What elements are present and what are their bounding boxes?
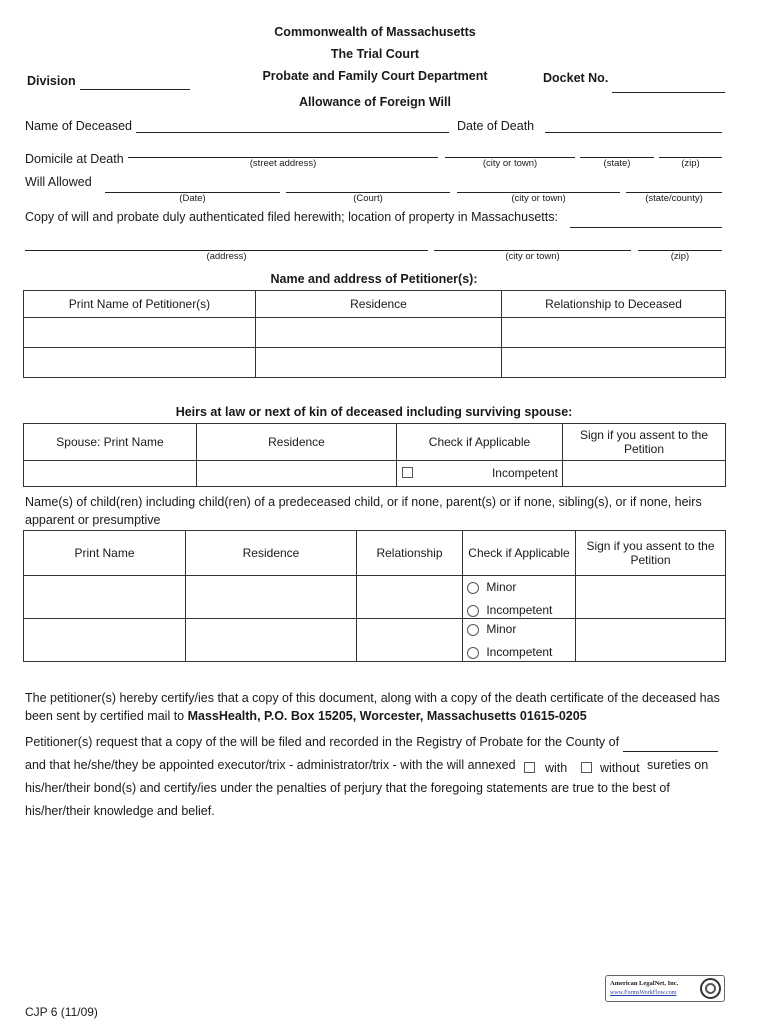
- child1-incompetent-radio[interactable]: [467, 605, 479, 617]
- will-court-caption: (Court): [353, 193, 383, 204]
- col-petitioner-relationship: Relationship to Deceased: [502, 291, 726, 318]
- spouse-incompetent-label: Incompetent: [491, 466, 558, 480]
- without-label: without: [600, 761, 640, 775]
- seal-icon: [700, 978, 721, 999]
- form-code: CJP 6 (11/09): [25, 1005, 98, 1019]
- certification-text: The petitioner(s) hereby certify/ies that a copy of this document, along with a copy of the death certificate of the deceased has been sent by certified mail to: [25, 691, 720, 723]
- deceased-name-label: Name of Deceased: [25, 119, 133, 133]
- col-child-relationship: Relationship: [357, 531, 463, 576]
- with-checkbox[interactable]: [524, 762, 535, 773]
- petitioner-name-cell[interactable]: [24, 348, 256, 378]
- spouse-check-cell: [397, 461, 563, 487]
- request-line-2: and that he/she/they be appointed executor/trix - administrator/trix - with the will annexed: [25, 758, 516, 772]
- property-label: Copy of will and probate duly authenticated filed herewith; location of property in Massachusetts:: [25, 210, 558, 224]
- child-relationship-cell[interactable]: [357, 576, 463, 619]
- property-zip-caption: (zip): [670, 251, 690, 262]
- county-field[interactable]: [623, 751, 718, 752]
- table-row: [24, 619, 726, 662]
- court-subtitle: The Trial Court: [330, 47, 420, 61]
- child1-incompetent-option: [467, 603, 552, 617]
- property-city-caption: (city or town): [505, 251, 560, 262]
- request-line-1: Petitioner(s) request that a copy of the will be filed and recorded in the Registry of Probate for the County of: [25, 735, 620, 749]
- petitioners-table: [23, 290, 726, 378]
- will-city-caption: (city or town): [511, 193, 566, 204]
- certification-paragraph: [25, 689, 730, 725]
- petitioner-relationship-cell[interactable]: [502, 348, 726, 378]
- child1-minor-label: Minor: [486, 580, 517, 594]
- petitioner-name-cell[interactable]: [24, 318, 256, 348]
- request-line-3: his/her/their bond(s) and certify/ies under the penalties of perjury that the foregoing statements are true to the best of: [25, 781, 670, 795]
- table-row: [24, 576, 726, 619]
- petitioner-relationship-cell[interactable]: [502, 318, 726, 348]
- masshealth-address: MassHealth, P.O. Box 15205, Worcester, Massachusetts 01615-0205: [187, 709, 587, 723]
- spouse-residence-cell[interactable]: [197, 461, 397, 487]
- child2-minor-radio[interactable]: [467, 624, 479, 636]
- with-label: with: [545, 761, 568, 775]
- division-label: Division: [27, 74, 76, 88]
- request-line-4: his/her/their knowledge and belief.: [25, 804, 215, 818]
- petitioner-residence-cell[interactable]: [256, 318, 502, 348]
- child-sign-cell[interactable]: [576, 619, 726, 662]
- date-of-death-field[interactable]: [545, 132, 722, 133]
- will-allowed-label: Will Allowed: [25, 175, 92, 189]
- petitioners-heading: Name and address of Petitioner(s):: [270, 272, 478, 286]
- domicile-label: Domicile at Death: [25, 152, 124, 166]
- child-residence-cell[interactable]: [186, 576, 357, 619]
- court-name: Commonwealth of Massachusetts: [274, 25, 476, 39]
- logo-company: American LegalNet, Inc.: [610, 980, 679, 987]
- child1-minor-option: [467, 580, 516, 594]
- state-caption: (state): [603, 158, 631, 169]
- form-title: Allowance of Foreign Will: [299, 95, 451, 109]
- col-spouse-check: Check if Applicable: [397, 424, 563, 461]
- petitioner-residence-cell[interactable]: [256, 348, 502, 378]
- child1-minor-radio[interactable]: [467, 582, 479, 594]
- heirs-heading: Heirs at law or next of kin of deceased including surviving spouse:: [175, 405, 573, 419]
- col-child-residence: Residence: [186, 531, 357, 576]
- child-relationship-cell[interactable]: [357, 619, 463, 662]
- child2-incompetent-option: [467, 645, 552, 659]
- children-table: [23, 530, 726, 662]
- col-child-check: Check if Applicable: [463, 531, 576, 576]
- without-checkbox[interactable]: [581, 762, 592, 773]
- deceased-name-field[interactable]: [136, 132, 449, 133]
- logo-url[interactable]: www.FormsWorkFlow.com: [610, 990, 677, 996]
- col-child-sign: Sign if you assent to the Petition: [576, 531, 726, 576]
- child-name-cell[interactable]: [24, 576, 186, 619]
- docket-label: Docket No.: [543, 71, 609, 85]
- child2-minor-label: Minor: [486, 622, 517, 636]
- col-spouse-sign: Sign if you assent to the Petition: [563, 424, 726, 461]
- zip-caption: (zip): [681, 158, 700, 169]
- city-caption: (city or town): [482, 158, 538, 169]
- spouse-table: [23, 423, 726, 487]
- docket-field[interactable]: [612, 92, 725, 93]
- children-description: Name(s) of child(ren) including child(ren) of a predeceased child, or if none, parent(s) or if none, sibling(s), or if none, heirs apparent or presumptive: [25, 495, 702, 527]
- street-caption: (street address): [249, 158, 317, 169]
- court-department: Probate and Family Court Department: [262, 69, 488, 83]
- child-residence-cell[interactable]: [186, 619, 357, 662]
- date-of-death-label: Date of Death: [457, 119, 535, 133]
- col-child-name: Print Name: [24, 531, 186, 576]
- child-name-cell[interactable]: [24, 619, 186, 662]
- table-row: [24, 461, 726, 487]
- child2-incompetent-label: Incompetent: [486, 645, 553, 659]
- spouse-name-cell[interactable]: [24, 461, 197, 487]
- child2-minor-option: [467, 622, 516, 636]
- spouse-incompetent-checkbox[interactable]: [402, 467, 413, 478]
- property-field[interactable]: [570, 227, 722, 228]
- address-caption: (address): [206, 251, 247, 262]
- col-petitioner-residence: Residence: [256, 291, 502, 318]
- spouse-sign-cell[interactable]: [563, 461, 726, 487]
- division-field[interactable]: [80, 89, 190, 90]
- will-state-county-caption: (state/county): [645, 193, 703, 204]
- child2-incompetent-radio[interactable]: [467, 647, 479, 659]
- col-petitioner-name: Print Name of Petitioner(s): [24, 291, 256, 318]
- table-row: [24, 348, 726, 378]
- publisher-logo: [605, 975, 725, 1002]
- child-sign-cell[interactable]: [576, 576, 726, 619]
- col-spouse-name: Spouse: Print Name: [24, 424, 197, 461]
- sureties-label: sureties on: [647, 758, 709, 772]
- table-row: [24, 318, 726, 348]
- child1-incompetent-label: Incompetent: [486, 603, 553, 617]
- will-date-caption: (Date): [179, 193, 206, 204]
- col-spouse-residence: Residence: [197, 424, 397, 461]
